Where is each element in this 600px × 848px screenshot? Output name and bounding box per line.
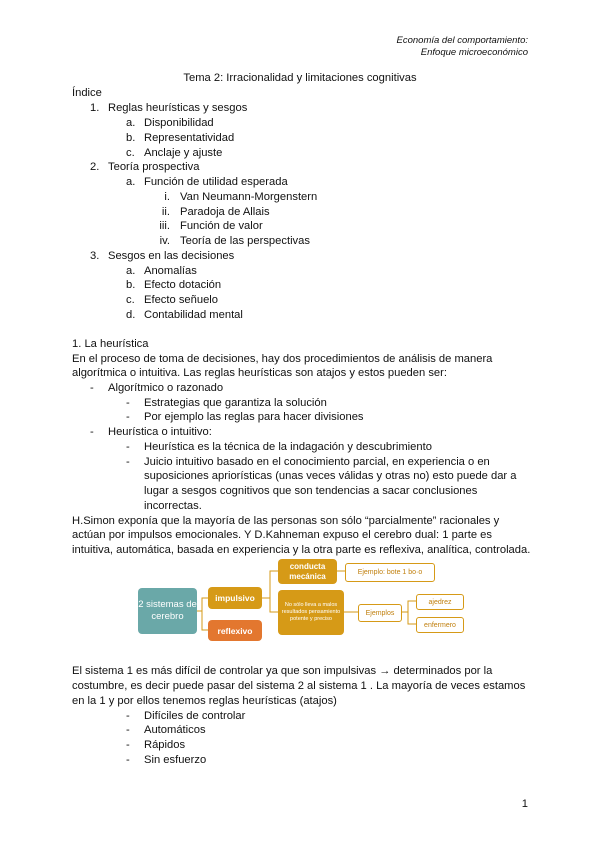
index-item: Anclaje y ajuste xyxy=(144,147,223,159)
bullet-mark: - xyxy=(90,426,94,438)
bullet-mark: - xyxy=(126,724,130,736)
diagram-impulsivo: impulsivo xyxy=(208,587,262,609)
bullet-item: Heurística es la técnica de la indagación y descubrimiento xyxy=(144,441,432,453)
index-num: iv. xyxy=(159,235,170,247)
index-item: Van Neumann-Morgenstern xyxy=(180,191,318,203)
section-heading: 1. La heurística xyxy=(72,338,149,350)
index-num: 3. xyxy=(90,250,100,262)
paragraph-line: algorítmica o intuitiva. Las reglas heurísticas son atajos y estos pueden ser: xyxy=(72,367,447,379)
bullet-item: Automáticos xyxy=(144,724,206,736)
bullet-item: Sin esfuerzo xyxy=(144,754,207,766)
index-heading: Índice xyxy=(72,87,102,99)
index-item: Teoría prospectiva xyxy=(108,161,200,173)
index-item: Sesgos en las decisiones xyxy=(108,250,235,262)
diagram-ajedrez: ajedrez xyxy=(416,594,464,610)
index-num: c. xyxy=(126,147,135,159)
index-num: b. xyxy=(126,132,136,144)
paragraph-line: H.Simon exponía que la mayoría de las personas son sólo “parcialmente” racionales y xyxy=(72,515,500,527)
diagram-nosolo: No sólo lleva a malos resultados pensamiento potente y preciso xyxy=(278,590,344,635)
index-num: b. xyxy=(126,279,136,291)
bullet-mark: - xyxy=(126,710,130,722)
bullet-item: Juicio intuitivo basado en el conocimiento parcial, en experiencia o en xyxy=(144,456,490,468)
index-item: Función de utilidad esperada xyxy=(144,176,288,188)
index-item: Reglas heurísticas y sesgos xyxy=(108,102,248,114)
diagram-reflexivo: reflexivo xyxy=(208,620,262,641)
bullet-item: Difíciles de controlar xyxy=(144,710,246,722)
index-item: Disponibilidad xyxy=(144,117,214,129)
index-item: Teoría de las perspectivas xyxy=(180,235,310,247)
index-num: c. xyxy=(126,294,135,306)
index-item: Paradoja de Allais xyxy=(180,206,270,218)
bullet-item: Estrategias que garantiza la solución xyxy=(144,397,327,409)
paragraph-line: costumbre, es decir puede pasar del sistema 2 al sistema 1 . La mayoría de veces estamos xyxy=(72,680,526,692)
index-num: iii. xyxy=(159,220,170,232)
paragraph-line: En el proceso de toma de decisiones, hay dos procedimientos de análisis de manera xyxy=(72,353,493,365)
bullet-item: Heurística o intuitivo: xyxy=(108,426,212,438)
bullet-mark: - xyxy=(90,382,94,394)
index-item: Contabilidad mental xyxy=(144,309,243,321)
index-num: i. xyxy=(164,191,170,203)
diagram-root: 2 sistemas de cerebro xyxy=(138,588,197,634)
index-num: 2. xyxy=(90,161,100,173)
index-item: Anomalías xyxy=(144,265,197,277)
index-num: a. xyxy=(126,117,136,129)
index-num: a. xyxy=(126,176,136,188)
page-title: Tema 2: Irracionalidad y limitaciones cognitivas xyxy=(183,72,417,84)
diagram-conducta: conducta mecánica xyxy=(278,559,337,584)
bullet-item-cont: suposiciones apriorísticas (unas veces válidas y otras no) esto puede dar a xyxy=(144,470,517,482)
bullet-item: Rápidos xyxy=(144,739,186,751)
header-subtitle: Enfoque microeconómico xyxy=(420,47,528,58)
diagram-ejemplo: Ejemplo: bote 1 bo·o xyxy=(345,563,435,582)
paragraph-line: en la 1 y por ellos tenemos reglas heurísticas (atajos) xyxy=(72,695,337,707)
index-item: Representatividad xyxy=(144,132,235,144)
bullet-mark: - xyxy=(126,411,130,423)
bullet-item-cont: incorrectas. xyxy=(144,500,202,512)
index-num: d. xyxy=(126,309,136,321)
bullet-item: Por ejemplo las reglas para hacer divisiones xyxy=(144,411,364,423)
bullet-item-cont: lugar a sesgos cognitivos que son tendencias a sacar conclusiones xyxy=(144,485,478,497)
index-num: a. xyxy=(126,265,136,277)
page-number: 1 xyxy=(521,798,528,810)
bullet-mark: - xyxy=(126,754,130,766)
diagram-enfermero: enfermero xyxy=(416,617,464,633)
bullet-item: Algorítmico o razonado xyxy=(108,382,224,394)
header-course: Economía del comportamiento: xyxy=(396,35,528,46)
bullet-mark: - xyxy=(126,739,130,751)
index-item: Función de valor xyxy=(180,220,263,232)
index-item: Efecto dotación xyxy=(144,279,222,291)
diagram-ejemplos: Ejemplos xyxy=(358,604,402,622)
paragraph-line: actúan por impulsos emocionales. Y D.Kahneman expuso el cerebro dual: 1 parte es xyxy=(72,529,492,541)
index-item: Efecto señuelo xyxy=(144,294,219,306)
index-num: 1. xyxy=(90,102,100,114)
paragraph-line: El sistema 1 es más difícil de controlar ya que son impulsivas → determinados por la xyxy=(72,665,493,677)
bullet-mark: - xyxy=(126,441,130,453)
paragraph-line: intuitiva, automática, basada en experiencia y la otra parte es reflexiva, analítica, controlada. xyxy=(72,544,531,556)
bullet-mark: - xyxy=(126,397,130,409)
index-num: ii. xyxy=(161,206,170,218)
bullet-mark: - xyxy=(126,456,130,468)
